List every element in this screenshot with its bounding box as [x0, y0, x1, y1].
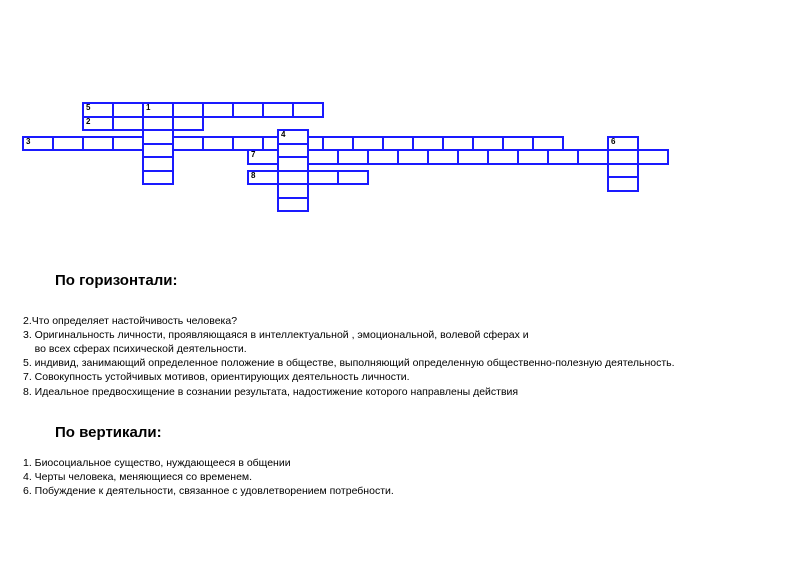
crossword-number: 3 [26, 136, 31, 146]
crossword-cell[interactable] [457, 149, 489, 165]
clue-down-4: 4. Черты человека, меняющиеся со временем. [23, 471, 253, 483]
crossword-cell[interactable] [262, 102, 294, 118]
crossword-cell[interactable] [307, 149, 339, 165]
crossword-cell[interactable] [247, 149, 279, 165]
crossword-cell[interactable] [337, 149, 369, 165]
crossword-cell[interactable] [292, 102, 324, 118]
crossword-cell[interactable] [397, 149, 429, 165]
crossword-cell[interactable] [172, 136, 204, 152]
crossword-cell[interactable] [202, 136, 234, 152]
crossword-cell[interactable] [427, 149, 459, 165]
crossword-cell[interactable] [22, 136, 54, 152]
clue-across-3-continued: во всех сферах психической деятельности. [23, 343, 247, 355]
crossword-cell[interactable] [142, 170, 174, 186]
clue-across-7: 7. Совокупность устойчивых мотивов, ориентирующих деятельность личности. [23, 371, 410, 383]
crossword-cell[interactable] [577, 149, 609, 165]
crossword-cell[interactable] [232, 102, 264, 118]
clue-across-3: 3. Оригинальность личности, проявляющаяся в интеллектуальной , эмоциональной, волевой сферах и [23, 329, 529, 341]
crossword-cell[interactable] [202, 102, 234, 118]
crossword-cell[interactable] [112, 136, 144, 152]
crossword-cell[interactable] [172, 116, 204, 132]
crossword-cell[interactable] [607, 176, 639, 192]
crossword-cell[interactable] [277, 197, 309, 213]
crossword-number: 6 [611, 136, 616, 146]
crossword-grid [0, 0, 800, 260]
clue-across-2: 2.Что определяет настойчивость человека? [23, 315, 238, 327]
crossword-cell[interactable] [547, 149, 579, 165]
crossword-cell[interactable] [82, 136, 114, 152]
clue-across-8: 8. Идеальное предвосхищение в сознании результата, надостижение которого направлены действия [23, 386, 519, 398]
clue-across-5: 5. индивид, занимающий определенное положение в обществе, выполняющий определенную общественно-полезную деятельность. [23, 357, 675, 369]
crossword-cell[interactable] [607, 136, 639, 152]
crossword-cell[interactable] [82, 116, 114, 132]
crossword-cell[interactable] [517, 149, 549, 165]
crossword-number: 4 [281, 130, 286, 139]
crossword-number: 2 [86, 116, 91, 126]
crossword-number: 8 [251, 170, 256, 180]
crossword-cell[interactable] [247, 170, 279, 186]
clue-down-6: 6. Побуждение к деятельности, связанное с удовлетворением потребности. [23, 485, 394, 497]
down-heading: По вертикали: [55, 424, 162, 441]
crossword-cell[interactable] [337, 170, 369, 186]
crossword-number: 1 [146, 103, 151, 112]
clue-down-1: 1. Биосоциальное существо, нуждающееся в общении [23, 457, 291, 469]
crossword-cell[interactable] [277, 156, 309, 172]
crossword-number: 5 [86, 103, 91, 112]
crossword-number: 7 [251, 150, 256, 160]
crossword-cell[interactable] [367, 149, 399, 165]
crossword-cell[interactable] [52, 136, 84, 152]
crossword-cell[interactable] [487, 149, 519, 165]
across-heading: По горизонтали: [55, 272, 178, 289]
crossword-cell[interactable] [112, 116, 144, 132]
crossword-cell[interactable] [637, 149, 669, 165]
crossword-cell[interactable] [307, 170, 339, 186]
